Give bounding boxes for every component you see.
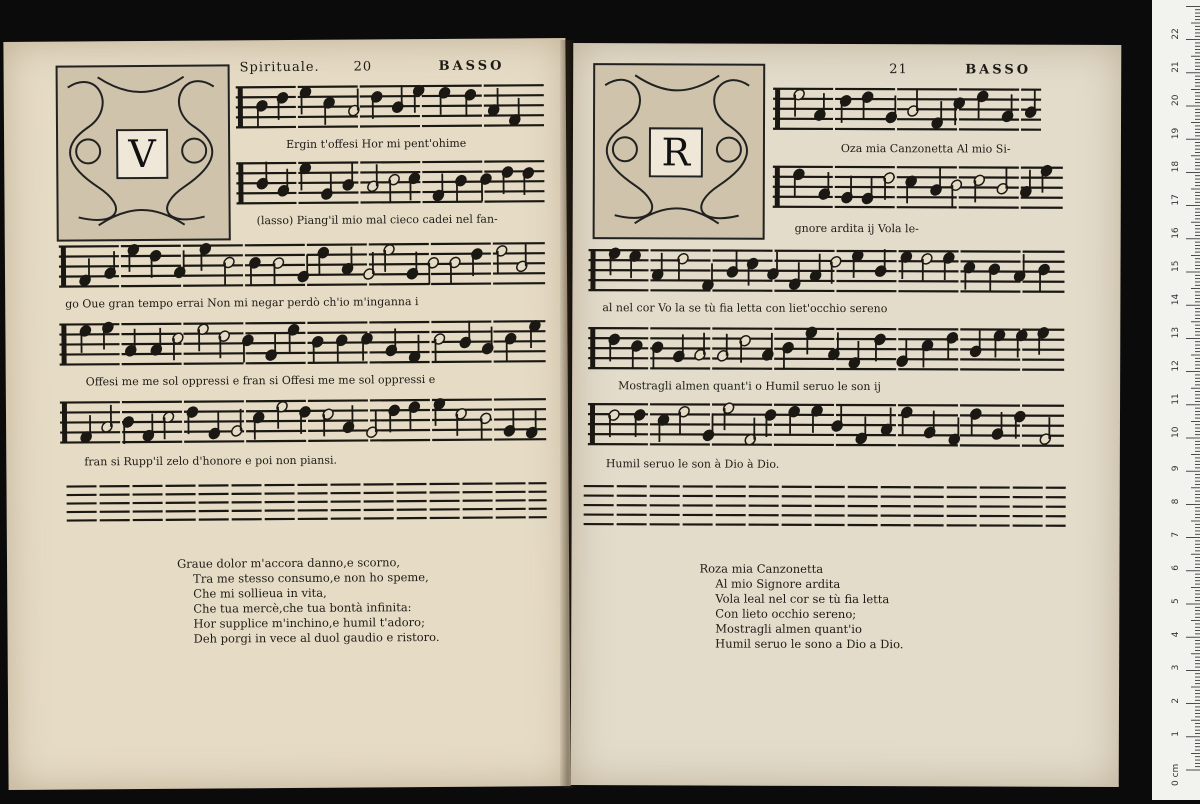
lyric-line: al nel cor Vo la se tù fia letta con liet'occhio sereno	[602, 301, 887, 315]
ruler-unit-label: 0 cm	[1171, 764, 1181, 786]
note-head	[458, 335, 472, 349]
note-head	[479, 172, 493, 186]
clef-mark	[62, 403, 67, 443]
staff-line	[59, 263, 545, 266]
note-head	[906, 104, 920, 118]
note-head	[185, 405, 199, 419]
lyric-line: Oza mia Canzonetta Al mio Si-	[841, 142, 1011, 156]
staff-line	[773, 187, 1063, 188]
ruler-number: 6	[1171, 565, 1181, 571]
ruler-number: 8	[1171, 498, 1181, 504]
lyric-line: gnore ardita ij Vola le-	[795, 222, 919, 235]
staff-line	[588, 328, 1064, 330]
note-head	[431, 188, 445, 202]
music-staff	[236, 158, 546, 206]
note-head	[650, 340, 664, 354]
note-head	[341, 420, 355, 434]
note-head	[1000, 109, 1014, 123]
music-staff	[588, 325, 1064, 373]
staff-line	[588, 444, 1064, 446]
ruler-number: 15	[1171, 261, 1181, 272]
staff-line	[236, 115, 546, 117]
poem-line: Mostragli almen quant'io	[699, 621, 903, 637]
lyric-line: (lasso) Piang'il mio mal cieco cadei nel fan-	[257, 213, 498, 228]
note-head	[1038, 432, 1052, 446]
note-head	[405, 267, 419, 281]
note-head	[207, 426, 221, 440]
note-head	[148, 249, 162, 263]
note-head	[840, 191, 854, 205]
note-head	[217, 329, 231, 343]
note-head	[321, 407, 335, 421]
staff-line	[60, 439, 546, 442]
staff-line	[773, 197, 1063, 198]
poem-line: Che mi sollieua in vita,	[177, 585, 439, 602]
decorated-initial-v	[56, 64, 231, 241]
staff-line	[236, 125, 546, 127]
note-head	[633, 408, 647, 422]
note-head	[198, 242, 212, 256]
clef-mark	[775, 167, 780, 207]
staff-line	[67, 483, 547, 486]
staff-line	[773, 119, 1041, 120]
ruler-number: 11	[1171, 393, 1181, 404]
clef-mark	[590, 328, 595, 368]
note-head	[895, 354, 909, 368]
note-head	[787, 405, 801, 419]
note-head	[287, 323, 301, 337]
note-head	[817, 187, 831, 201]
note-head	[298, 405, 312, 419]
note-head	[607, 408, 621, 422]
page-header: Spirituale.	[240, 60, 320, 76]
poem-line: Tra me stesso consumo,e non ho speme,	[177, 570, 439, 587]
staff-line	[588, 404, 1064, 406]
note-head	[766, 267, 780, 281]
note-head	[962, 261, 976, 275]
note-head	[990, 427, 1004, 441]
note-head	[407, 171, 421, 185]
note-head	[173, 265, 187, 279]
initial-letter: V	[116, 129, 168, 179]
note-head	[500, 165, 514, 179]
staff-line	[589, 250, 1065, 252]
page-number: 21	[889, 62, 908, 77]
staff-line	[773, 99, 1041, 100]
staff-line	[588, 414, 1064, 416]
note-head	[854, 431, 868, 445]
staff-line	[584, 524, 1066, 526]
note-head	[829, 255, 843, 269]
note-head	[264, 348, 278, 362]
note-head	[969, 344, 983, 358]
music-staff	[588, 247, 1064, 295]
note-head	[607, 332, 621, 346]
note-head	[952, 96, 966, 110]
poem-line: Hor supplice m'inchino,e humil t'adoro;	[177, 615, 439, 632]
staff-line	[773, 109, 1041, 110]
note-head	[1013, 410, 1027, 424]
note-head	[861, 90, 875, 104]
poem-block	[699, 561, 904, 652]
note-head	[255, 177, 269, 191]
empty-staff	[66, 480, 546, 523]
note-head	[1036, 326, 1050, 340]
staff-line	[588, 358, 1064, 360]
staff-line	[773, 167, 1063, 168]
note-head	[701, 428, 715, 442]
staff-line	[59, 331, 545, 334]
note-head	[676, 252, 690, 266]
clef-mark	[775, 89, 780, 129]
note-head	[725, 265, 739, 279]
note-head	[384, 343, 398, 357]
poem-line: Al mio Signore ardita	[699, 576, 903, 592]
poem-line: Vola leal nel cor se tù fia letta	[699, 591, 903, 607]
clef-mark	[238, 87, 243, 127]
note-head	[882, 171, 896, 185]
note-head	[387, 403, 401, 417]
note-head	[426, 256, 440, 270]
note-head	[141, 429, 155, 443]
staff-line	[67, 517, 547, 520]
ruler-number: 17	[1171, 194, 1181, 205]
note-head	[126, 243, 140, 257]
initial-letter: R	[649, 127, 703, 177]
note-head	[929, 183, 943, 197]
note-head	[945, 331, 959, 345]
note-head	[1039, 164, 1053, 178]
ruler-number: 9	[1171, 465, 1181, 471]
note-head	[515, 259, 529, 273]
staff-line	[60, 341, 546, 344]
music-staff	[773, 86, 1041, 133]
note-head	[241, 333, 255, 347]
note-head	[830, 419, 844, 433]
note-head	[387, 173, 401, 187]
note-head	[370, 90, 384, 104]
note-head	[792, 167, 806, 181]
right-page	[571, 43, 1122, 787]
poem-line: Humil seruo le sono a Dio a Dio.	[699, 636, 903, 652]
note-head	[78, 324, 92, 338]
note-head	[275, 91, 289, 105]
note-head	[255, 99, 269, 113]
staff-line	[59, 321, 545, 324]
note-head	[630, 339, 644, 353]
staff-line	[588, 280, 1064, 282]
note-head	[432, 332, 446, 346]
staff-line	[773, 89, 1041, 90]
ruler-number: 5	[1171, 598, 1181, 604]
staff-line	[584, 486, 1066, 488]
voice-label: BASSO	[439, 58, 505, 73]
note-head	[335, 333, 349, 347]
note-head	[248, 256, 262, 270]
note-head	[316, 246, 330, 260]
note-head	[884, 110, 898, 124]
note-head	[311, 335, 325, 349]
staff-line	[773, 177, 1063, 178]
note-head	[860, 191, 874, 205]
staff-line	[236, 105, 546, 107]
note-head	[920, 338, 934, 352]
note-head	[1024, 105, 1038, 119]
note-head	[504, 332, 518, 346]
note-head	[607, 246, 621, 260]
ruler-ticks	[1152, 0, 1200, 800]
note-head	[693, 348, 707, 362]
note-head	[121, 415, 135, 429]
note-head	[448, 255, 462, 269]
note-head	[874, 264, 888, 278]
poem-line: Deh porgi in vece al duol gaudio e ristoro.	[178, 630, 440, 647]
ruler-number: 1	[1171, 731, 1181, 737]
music-staff	[60, 396, 546, 445]
note-head	[677, 405, 691, 419]
note-head	[391, 100, 405, 114]
note-head	[481, 342, 495, 356]
note-head	[763, 408, 777, 422]
note-head	[365, 425, 379, 439]
note-head	[454, 174, 468, 188]
note-head	[470, 247, 484, 261]
staff-line	[60, 429, 546, 432]
clef-mark	[61, 325, 66, 365]
note-head	[360, 332, 374, 346]
note-head	[463, 88, 477, 102]
poem-line: Graue dolor m'accora danno,e scorno,	[177, 555, 439, 572]
staff-line	[588, 290, 1064, 292]
staff-line	[584, 515, 1066, 517]
note-head	[495, 244, 509, 258]
note-head	[923, 425, 937, 439]
note-head	[920, 252, 934, 266]
note-head	[942, 251, 956, 265]
music-staff	[59, 240, 545, 289]
note-head	[873, 332, 887, 346]
ruler-number: 4	[1171, 631, 1181, 637]
staff-line	[588, 338, 1064, 340]
ruler-number: 16	[1171, 227, 1181, 239]
music-staff	[236, 82, 546, 130]
note-head	[296, 269, 310, 283]
note-head	[995, 182, 1009, 196]
note-head	[930, 116, 944, 130]
ruler-number: 22	[1171, 28, 1181, 39]
note-head	[1037, 262, 1051, 276]
note-head	[972, 173, 986, 187]
music-staff	[588, 401, 1064, 449]
lyric-line: Humil seruo le son à Dio à Dio.	[606, 457, 780, 471]
ruler-number: 2	[1171, 698, 1181, 704]
note-head	[362, 267, 376, 281]
note-head	[949, 178, 963, 192]
note-head	[781, 341, 795, 355]
poem-line: Con lieto occhio sereno;	[699, 606, 903, 622]
music-staff	[59, 318, 545, 367]
note-head	[320, 187, 334, 201]
staff-line	[237, 201, 547, 203]
ruler-number: 14	[1171, 293, 1181, 305]
staff-line	[589, 260, 1065, 262]
lyric-line: Offesi me me sol oppressi e fran si Offesi me me sol oppressi e	[86, 373, 436, 388]
note-head	[525, 425, 539, 439]
note-head	[672, 349, 686, 363]
ruler-number: 13	[1171, 327, 1181, 338]
note-head	[437, 86, 451, 100]
music-staff	[773, 164, 1063, 211]
staff-line	[67, 492, 547, 495]
staff-line	[60, 399, 546, 402]
staff-line	[236, 171, 546, 173]
note-head	[761, 348, 775, 362]
note-head	[722, 401, 736, 415]
page-number: 20	[354, 59, 373, 74]
empty-staff	[584, 483, 1066, 529]
note-head	[987, 262, 1001, 276]
note-head	[222, 255, 236, 269]
left-page	[3, 38, 570, 790]
ruler-number: 7	[1171, 532, 1181, 538]
note-head	[230, 424, 244, 438]
staff-line	[236, 85, 546, 87]
ruler-number: 12	[1171, 360, 1181, 371]
ruler-number: 21	[1171, 61, 1181, 72]
ruler-number: 19	[1171, 127, 1181, 139]
staff-line	[67, 500, 547, 503]
note-head	[276, 184, 290, 198]
note-head	[271, 256, 285, 270]
poem-line: Roza mia Canzonetta	[699, 561, 903, 577]
clef-mark	[590, 404, 595, 444]
note-head	[804, 325, 818, 339]
note-head	[716, 349, 730, 363]
note-head	[900, 405, 914, 419]
note-head	[746, 257, 760, 271]
staff-line	[773, 207, 1063, 208]
lyric-line: fran si Rupp'il zelo d'honore e poi non piansi.	[84, 454, 337, 469]
poem-line: Che tua mercè,che tua bontà infinita:	[177, 600, 439, 617]
note-head	[969, 407, 983, 421]
staff-line	[584, 496, 1066, 498]
note-head	[124, 344, 138, 358]
lyric-line: Mostragli almen quant'i o Humil seruo le son ij	[618, 379, 881, 393]
staff-line	[588, 368, 1064, 370]
ruler-number: 3	[1171, 665, 1181, 671]
note-head	[788, 277, 802, 291]
note-head	[101, 320, 115, 334]
lyric-line: go Oue gran tempo errai Non mi negar perdò ch'io m'inganna i	[65, 295, 418, 310]
staff-line	[60, 361, 546, 364]
note-head	[103, 266, 117, 280]
note-head	[407, 400, 421, 414]
staff-line	[236, 161, 546, 163]
note-head	[341, 178, 355, 192]
lyric-line: Ergin t'offesi Hor mi pent'ohime	[286, 137, 466, 151]
staff-line	[773, 129, 1041, 130]
note-head	[479, 411, 493, 425]
note-head	[252, 410, 266, 424]
decorated-initial-r	[593, 63, 766, 240]
note-head	[738, 334, 752, 348]
note-head	[521, 166, 535, 180]
note-head	[976, 89, 990, 103]
ruler-number: 10	[1171, 426, 1181, 438]
note-head	[502, 424, 516, 438]
ruler-number: 20	[1171, 94, 1181, 106]
clef-mark	[590, 250, 595, 290]
clef-mark	[61, 247, 66, 287]
staff-line	[67, 509, 547, 512]
voice-label: BASSO	[965, 62, 1031, 77]
note-head	[839, 94, 853, 108]
clef-mark	[238, 163, 243, 203]
staff-line	[59, 283, 545, 286]
measurement-ruler	[1152, 0, 1200, 800]
poem-block	[177, 555, 440, 647]
ruler-number: 18	[1171, 161, 1181, 173]
staff-line	[584, 505, 1066, 507]
